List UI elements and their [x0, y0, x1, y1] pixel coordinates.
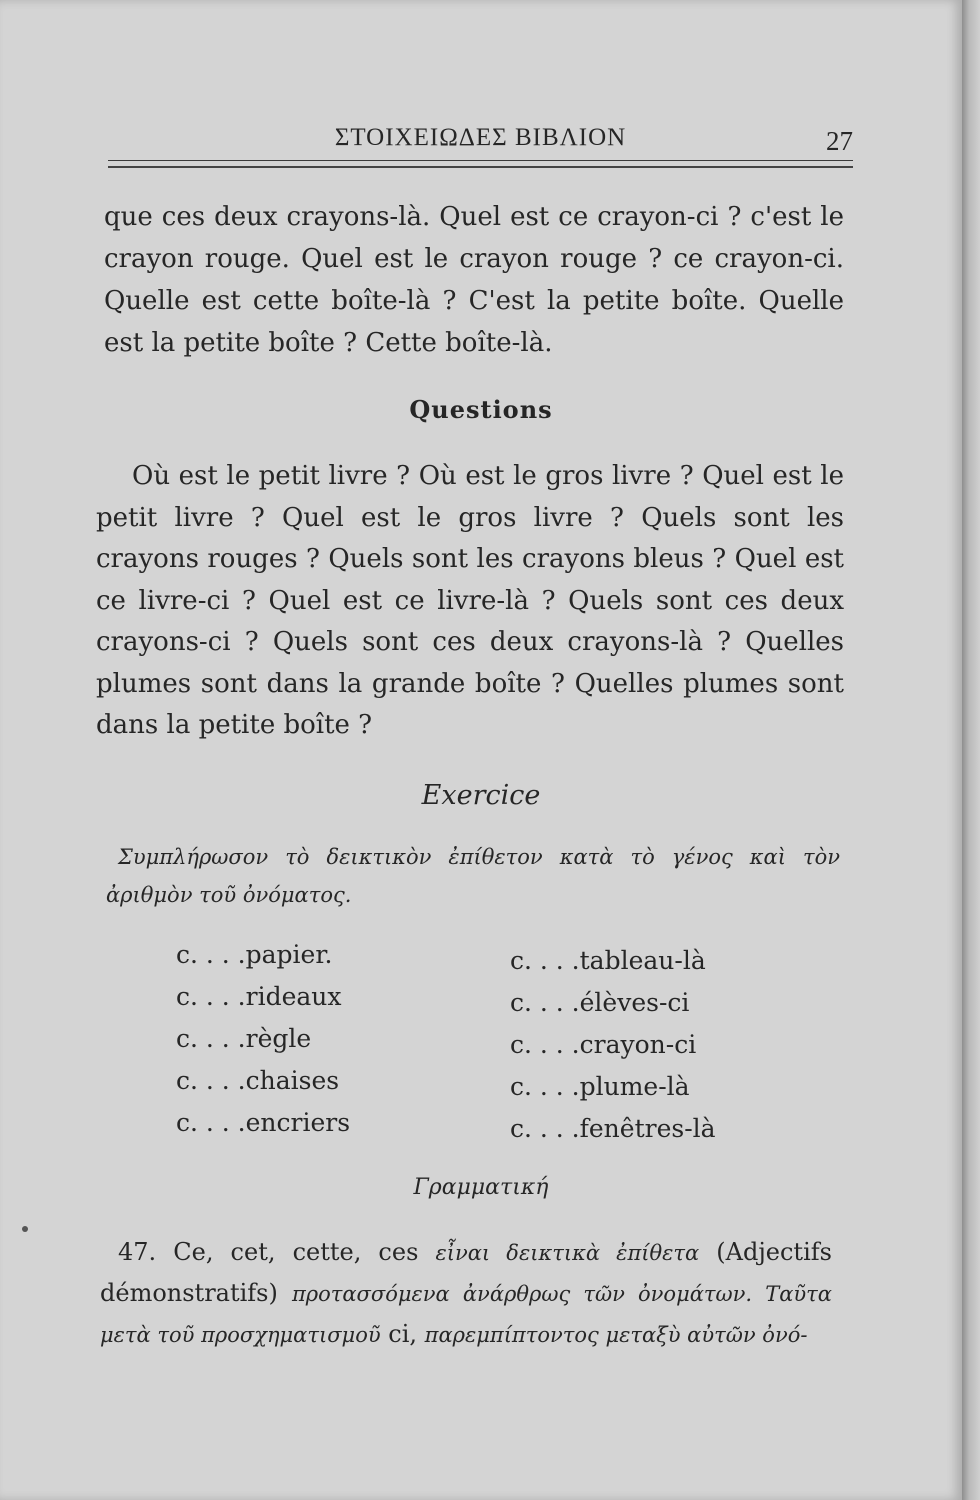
grammar-text-gr-2: προτασσόμενα ἀνάρθρως τῶν ὀνομάτων. Ταῦτα μετὰ τοῦ προσχηματισμοῦ	[100, 1282, 832, 1347]
exercise-item: c. . . .élèves-ci	[510, 988, 690, 1017]
grammar-text-gr-1: εἶναι δεικτικὰ ἐπίθετα	[435, 1241, 700, 1265]
questions-text: Où est le petit livre ? Où est le gros livre ? Quel est le petit livre ? Quel est le gros livre ? Quels sont les crayons rouges ? Quels sont les crayons bleus ? Quel est ce livre-ci ? Quel est ce livre-là ? Quels sont ces deux crayons-ci ? Quels sont ces deux crayons-là ? Quelles plumes sont dans la grande boîte ? Quelles plumes sont dans la petite boîte ?	[96, 461, 844, 740]
exercise-item: c. . . .encriers	[176, 1108, 351, 1137]
exercise-item: c. . . .fenêtres-là	[510, 1114, 716, 1143]
grammar-text-fr-1: Ce, cet, cette, ces	[173, 1238, 419, 1266]
exercise-item: c. . . .papier.	[176, 940, 333, 969]
exercise-right-column	[510, 940, 716, 1150]
paragraph-continuation: que ces deux crayons-là. Quel est ce crayon-ci ? c'est le crayon rouge. Quel est le crayon rouge ? ce crayon-ci. Quelle est cette boîte-là ? C'est la petite boîte. Quelle est la petite boîte ? Cette boîte-là.	[104, 202, 844, 358]
grammar-text-gr-3: παρεμπίπτοντος μεταξὺ αὐτῶν ὀνό-	[424, 1323, 808, 1347]
header-rule-thick	[108, 166, 853, 168]
questions-paragraph	[96, 456, 844, 747]
grammar-heading: Γραμματική	[413, 1175, 549, 1200]
exercise-instruction-text: Συμπλήρωσον τὸ δεικτικὸν ἐπίθετον κατὰ τὸ γένος καὶ τὸν ἀριθμὸν τοῦ ὀνόματος.	[106, 845, 840, 907]
margin-mark	[22, 1226, 28, 1232]
grammar-text-fr-3: ci,	[388, 1320, 417, 1348]
running-title: ΣΤΟΙΧΕΙΩΔΕΣ ΒΙΒΛΙΟΝ	[334, 124, 627, 151]
exercise-item: c. . . .tableau-là	[510, 946, 706, 975]
page-header	[108, 120, 853, 160]
grammar-paragraph	[100, 1232, 832, 1355]
grammar-number: 47.	[118, 1238, 157, 1266]
exercise-left-column	[176, 934, 350, 1144]
exercise-item: c. . . .crayon-ci	[510, 1030, 697, 1059]
exercise-item: c. . . .rideaux	[176, 982, 342, 1011]
page-edge	[962, 0, 980, 1500]
exercise-heading: Exercice	[421, 780, 541, 811]
questions-heading: Questions	[409, 395, 553, 424]
exercise-item: c. . . .règle	[176, 1024, 312, 1053]
grammar-text-fr-2: (Adjectifs démonstratifs)	[100, 1238, 832, 1307]
exercise-item: c. . . .plume-là	[510, 1072, 690, 1101]
header-rule-thin	[108, 160, 853, 161]
exercise-item: c. . . .chaises	[176, 1066, 340, 1095]
page-number: 27	[826, 126, 853, 156]
exercise-instruction	[106, 838, 840, 914]
